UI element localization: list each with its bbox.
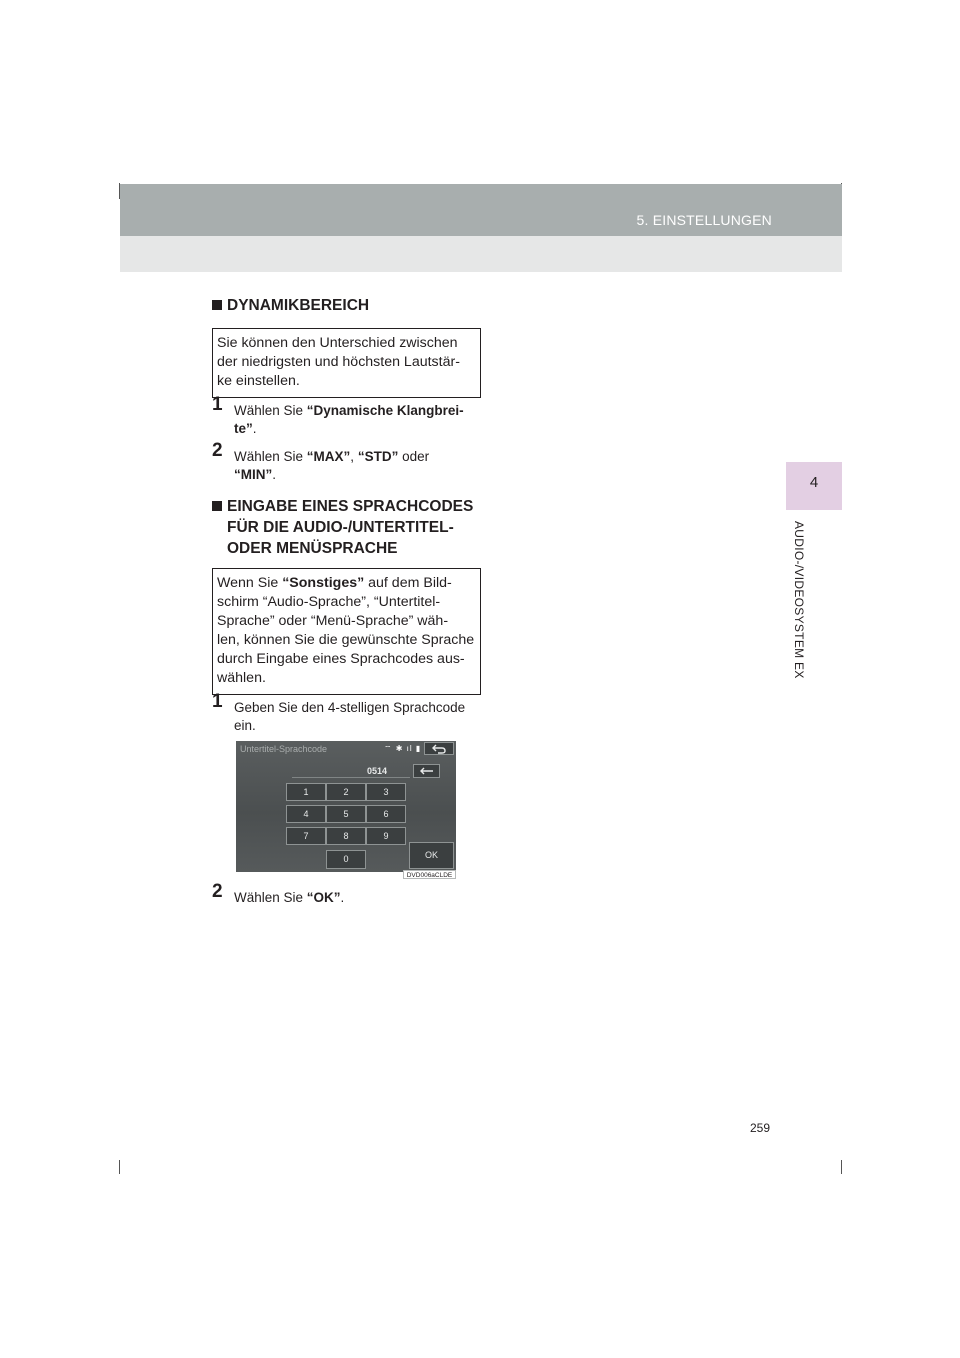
key-7[interactable]: 7	[286, 827, 326, 845]
step-number: 2	[212, 881, 223, 902]
square-bullet-icon	[212, 501, 222, 511]
code-underline	[292, 777, 410, 778]
section-title: 5. EINSTELLUNGEN	[636, 212, 772, 228]
key-3[interactable]: 3	[366, 783, 406, 801]
info-line: durch Eingabe eines Sprachcodes aus-	[217, 651, 465, 667]
header-band	[120, 184, 842, 236]
left-arrow-icon	[420, 767, 434, 775]
info-box-dynamikbereich	[212, 328, 481, 398]
info-line: len, können Sie die gewünschte Sprache	[217, 632, 475, 648]
step-number: 1	[212, 691, 223, 712]
info-line: wählen.	[217, 670, 266, 686]
key-1[interactable]: 1	[286, 783, 326, 801]
step-1-sprachcode: 1 Geben Sie den 4-stelligen Sprachcode ein.	[212, 691, 466, 733]
step-number: 2	[212, 440, 223, 461]
step-1-dynamik: 1 Wählen Sie “Dynamische Klangbrei- te”.	[212, 394, 464, 436]
step-number: 1	[212, 394, 223, 415]
info-line: schirm “Audio-Sprache”, “Untertitel-	[217, 594, 441, 610]
key-4[interactable]: 4	[286, 805, 326, 823]
chapter-number: 4	[809, 474, 819, 491]
crop-mark	[119, 1160, 120, 1174]
language-code-screen	[236, 741, 456, 872]
backspace-button[interactable]	[413, 764, 440, 778]
info-line: ke einstellen.	[217, 373, 300, 389]
code-display: 0514	[367, 766, 388, 776]
key-0[interactable]: 0	[326, 850, 366, 869]
chapter-label: AUDIO-/VIDEOSYSTEM EX	[792, 521, 806, 679]
screen-title: Untertitel-Sprachcode	[240, 744, 328, 754]
image-code-label: DVD006aCLDE	[403, 870, 456, 879]
info-line: Sprache” oder “Menü-Sprache” wäh-	[217, 613, 449, 629]
key-6[interactable]: 6	[366, 805, 406, 823]
ok-button[interactable]: OK	[409, 842, 454, 869]
key-9[interactable]: 9	[366, 827, 406, 845]
info-line: Sie können den Unterschied zwischen	[217, 335, 458, 351]
heading-dynamikbereich: DYNAMIKBEREICH	[212, 295, 484, 316]
crop-mark	[841, 1160, 842, 1174]
status-icons: ⌔ ✱ ıl ▮	[384, 744, 422, 753]
key-2[interactable]: 2	[326, 783, 366, 801]
key-5[interactable]: 5	[326, 805, 366, 823]
square-bullet-icon	[212, 300, 222, 310]
return-icon	[432, 744, 446, 754]
header-subband	[120, 236, 842, 272]
info-line: der niedrigsten und höchsten Lautstär-	[217, 354, 460, 370]
step-2-sprachcode: 2 Wählen Sie “OK”.	[212, 881, 345, 905]
key-8[interactable]: 8	[326, 827, 366, 845]
info-box-sprachcode: Wenn Sie “Sonstiges” auf dem Bild- schirm “Audio-Sprache”, “Untertitel- Sprache” oder “Menü-Sprache” wäh- len, können Sie die gewünschte Sprache durch Eingabe eines Sprachcodes aus- wählen.	[212, 568, 481, 695]
page-number: 259	[750, 1121, 771, 1135]
return-button[interactable]	[424, 742, 454, 755]
step-2-dynamik: 2 Wählen Sie “MAX”, “STD” oder “MIN”.	[212, 440, 430, 482]
heading-sprachcode: EINGABE EINES SPRACHCODES FÜR DIE AUDIO-/UNTERTITEL- ODER MENÜSPRACHE	[212, 496, 484, 559]
